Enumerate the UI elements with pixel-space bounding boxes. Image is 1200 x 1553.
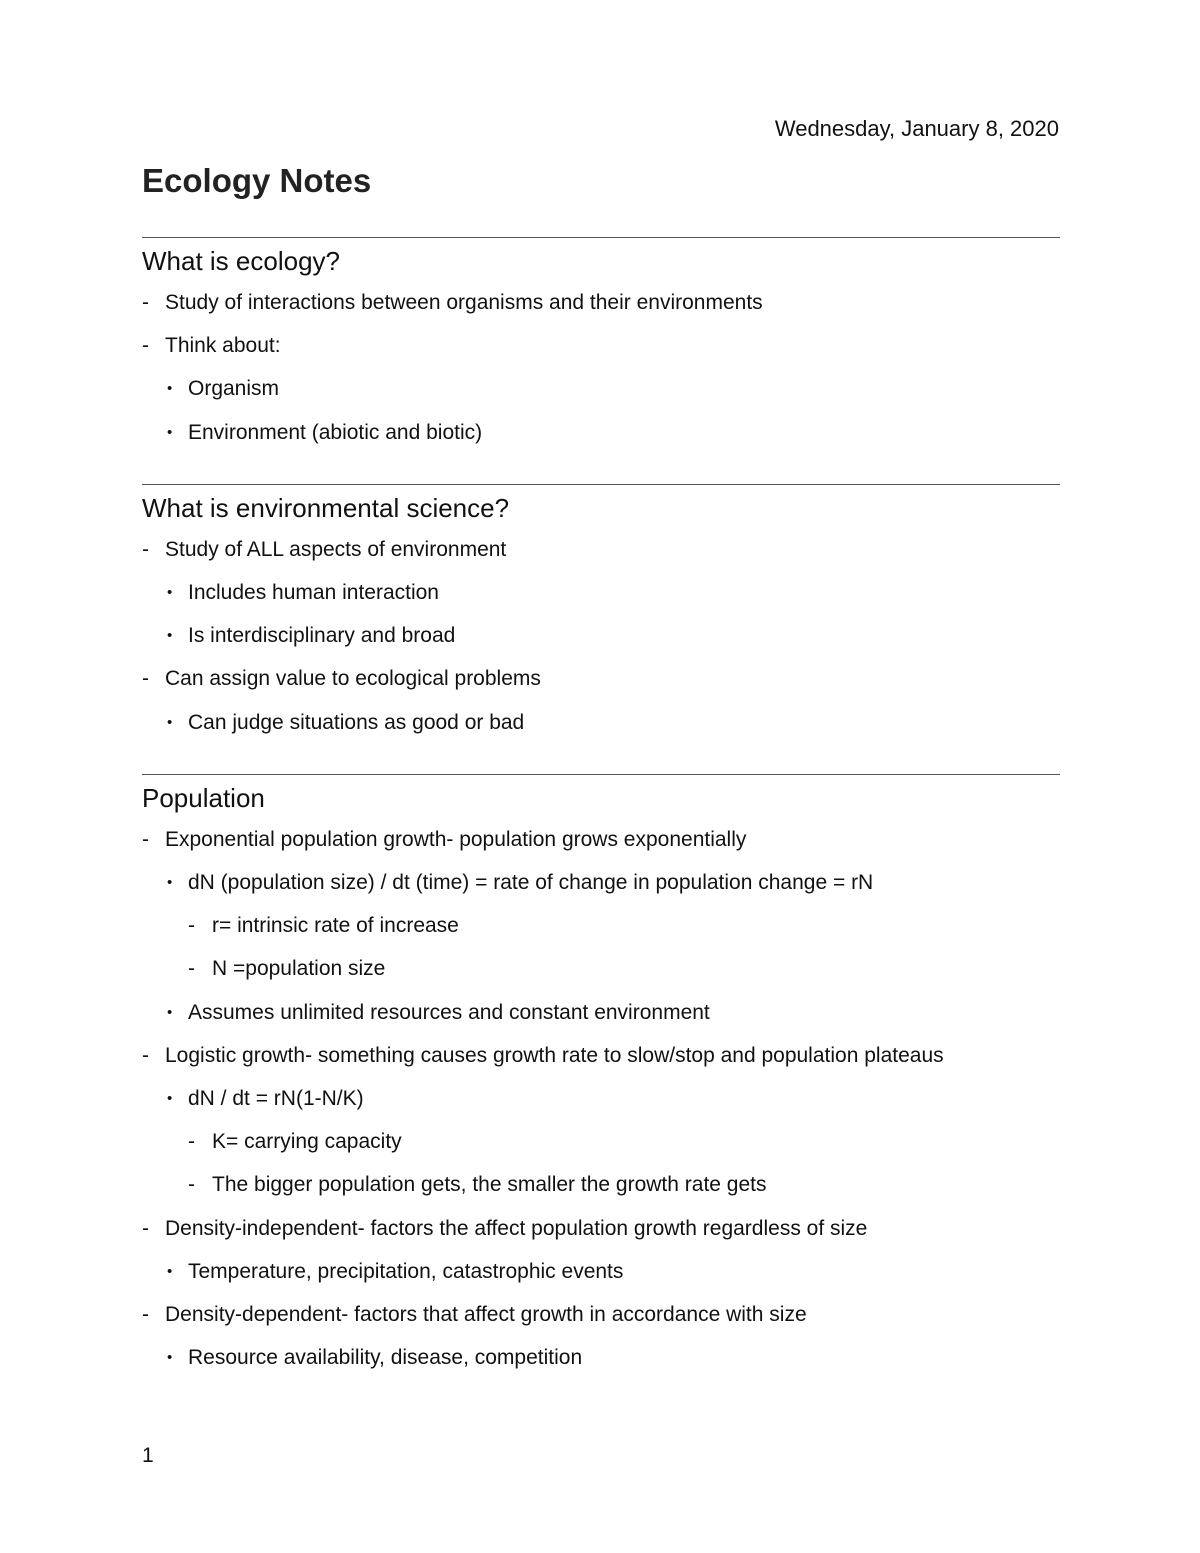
list-item [142, 1336, 1060, 1379]
list-item [142, 904, 1060, 947]
list-item-text: Includes human interaction [188, 581, 439, 605]
list-item-text: Density-dependent- factors that affect growth in accordance with size [165, 1303, 807, 1327]
bullet-marker: • [167, 1349, 173, 1367]
dash-marker: - [142, 827, 149, 851]
list-item [142, 1207, 1060, 1250]
list-item-text: Density-independent- factors the affect population growth regardless of size [165, 1216, 868, 1240]
dash-marker: - [188, 914, 195, 938]
list-item [142, 367, 1060, 410]
list-item-text: dN (population size) / dt (time) = rate of change in population change = rN [188, 871, 874, 895]
list-item-text: dN / dt = rN(1-N/K) [188, 1087, 364, 1111]
dash-marker: - [142, 291, 149, 314]
list-item [142, 571, 1060, 614]
list-item-text: Can assign value to ecological problems [165, 667, 541, 691]
bullet-marker: • [167, 874, 173, 892]
list-item-text: N =population size [212, 957, 386, 981]
list-item [142, 701, 1060, 744]
list-item-text: Study of ALL aspects of environment [165, 537, 507, 561]
section-ecology [142, 237, 1060, 454]
list-item [142, 1120, 1060, 1163]
dash-marker: - [188, 1173, 195, 1197]
bullet-marker: • [167, 380, 173, 398]
list-item [142, 614, 1060, 657]
list-item [142, 991, 1060, 1034]
dash-marker: - [188, 1130, 195, 1154]
list-item [142, 657, 1060, 700]
section-heading: What is environmental science? [142, 492, 510, 523]
list-item-text: Can judge situations as good or bad [188, 710, 525, 734]
list-item [142, 861, 1060, 904]
bullet-marker: • [167, 713, 173, 731]
dash-marker: - [142, 667, 149, 691]
section-heading: Population [142, 782, 265, 813]
list-item [142, 411, 1060, 454]
bullet-marker: • [167, 1262, 173, 1280]
list-item [142, 818, 1060, 861]
list-item-text: The bigger population gets, the smaller the growth rate gets [212, 1173, 767, 1197]
list-item [142, 1034, 1060, 1077]
section-heading: What is ecology? [142, 246, 340, 276]
list-item [142, 1077, 1060, 1120]
bullet-marker: • [167, 1003, 173, 1021]
list-item-text: K= carrying capacity [212, 1130, 402, 1154]
dash-marker: - [142, 537, 149, 561]
dash-marker: - [188, 957, 195, 981]
list-item-text: Is interdisciplinary and broad [188, 624, 456, 648]
list-item-text: Organism [188, 377, 280, 401]
bullet-marker: • [167, 1090, 173, 1108]
bullet-marker: • [167, 584, 173, 602]
bullet-marker: • [167, 627, 173, 645]
list-item-text: Exponential population growth- population grows exponentially [165, 827, 747, 851]
list-item [142, 324, 1060, 367]
dash-marker: - [142, 1303, 149, 1327]
list-item-text: Assumes unlimited resources and constant environment [188, 1000, 710, 1024]
list-item-text: Think about: [165, 334, 281, 358]
section-population [142, 774, 1060, 1380]
dash-marker: - [142, 334, 149, 358]
list-item-text: Environment (abiotic and biotic) [188, 420, 483, 444]
list-item-text: r= intrinsic rate of increase [212, 914, 459, 938]
notes-body [142, 237, 1060, 1409]
list-item [142, 528, 1060, 571]
dash-marker: - [142, 1216, 149, 1240]
list-item [142, 281, 1060, 324]
list-item-text: Logistic growth- something causes growth rate to slow/stop and population plateaus [165, 1043, 944, 1067]
list-item-text: Temperature, precipitation, catastrophic events [188, 1259, 624, 1283]
list-item-text: Resource availability, disease, competition [188, 1346, 583, 1370]
dash-marker: - [142, 1043, 149, 1067]
page-number: 1 [142, 1444, 154, 1467]
list-item [142, 947, 1060, 990]
document-title: Ecology Notes [142, 162, 372, 199]
list-item [142, 1293, 1060, 1336]
document-date: Wednesday, January 8, 2020 [774, 116, 1059, 141]
bullet-marker: • [167, 423, 173, 441]
list-item [142, 1250, 1060, 1293]
list-item [142, 1163, 1060, 1206]
section-environmental-science [142, 484, 1060, 744]
list-item-text: Study of interactions between organisms and their environments [165, 291, 763, 314]
